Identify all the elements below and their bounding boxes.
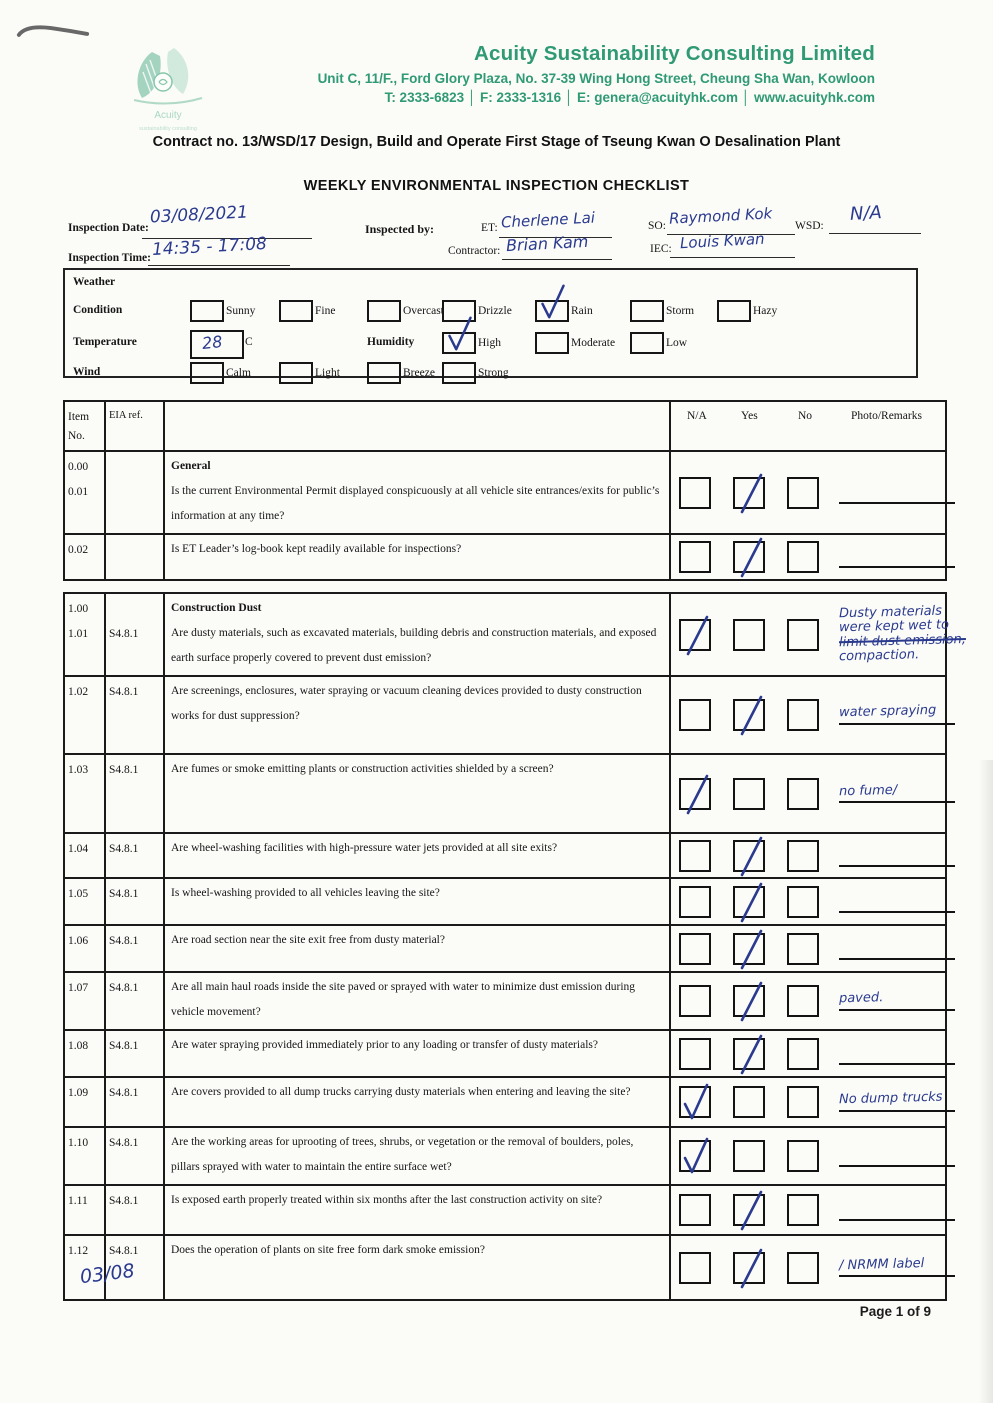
et-label: ET: bbox=[481, 222, 498, 234]
checkbox-label: Rain bbox=[571, 305, 593, 317]
cell-answers bbox=[671, 535, 945, 579]
remark-area[interactable] bbox=[838, 1078, 943, 1126]
checkbox-yes[interactable] bbox=[733, 1194, 765, 1226]
inspection-time-label: Inspection Time: bbox=[68, 252, 151, 264]
cell-item-no: 1.02 bbox=[65, 677, 106, 753]
handwritten-remark: No dump trucks bbox=[838, 1089, 943, 1108]
slash-mark-ink bbox=[729, 468, 771, 518]
checkbox-yes[interactable] bbox=[733, 1086, 765, 1118]
checkbox-label: Drizzle bbox=[478, 305, 512, 317]
wsd-label: WSD: bbox=[795, 220, 824, 232]
remark-area[interactable] bbox=[839, 1236, 939, 1299]
remark-underline bbox=[839, 1219, 955, 1221]
cell-answers bbox=[671, 879, 945, 924]
remark-area[interactable] bbox=[839, 834, 939, 877]
checkbox-calm[interactable] bbox=[190, 362, 224, 384]
checkbox-label: Low bbox=[666, 337, 688, 349]
checkbox-yes[interactable] bbox=[733, 619, 765, 651]
col-eia-label: EIA ref. bbox=[109, 410, 143, 421]
weather-option-overcast bbox=[367, 300, 444, 322]
col-no-label: No bbox=[798, 410, 813, 422]
remark-underline bbox=[839, 723, 955, 725]
cell-eia-ref: S4.8.1 bbox=[106, 755, 165, 832]
cell-answers bbox=[671, 452, 945, 533]
checkbox-label: Light bbox=[315, 367, 340, 379]
checkmark-ink bbox=[675, 1077, 717, 1127]
checkbox-label: Fine bbox=[315, 305, 336, 317]
wsd-field[interactable] bbox=[829, 233, 921, 234]
cell-question: General Is the current Environmental Permit displayed conspicuously at all vehicle site entrances/exits for public’s information at any time? bbox=[165, 452, 671, 533]
col-yes-label: Yes bbox=[741, 410, 758, 422]
cell-eia-ref: S4.8.1 bbox=[106, 594, 165, 675]
checkbox-na[interactable] bbox=[679, 541, 711, 573]
slash-mark-ink bbox=[729, 1185, 771, 1235]
company-name: Acuity Sustainability Consulting Limited bbox=[474, 42, 875, 65]
checkbox-na[interactable] bbox=[679, 477, 711, 509]
inspection-date-value: 03/08/2021 bbox=[149, 202, 249, 228]
checkbox-breeze[interactable] bbox=[367, 362, 401, 384]
cell-item-no: 1.03 bbox=[65, 755, 106, 832]
cell-eia-ref: S4.8.1 bbox=[106, 834, 165, 877]
checkbox-drizzle[interactable] bbox=[442, 300, 476, 322]
cell-question: Does the operation of plants on site free form dark smoke emission? bbox=[165, 1236, 671, 1299]
cell-item-no: 1.08 bbox=[65, 1031, 106, 1076]
humidity-label: Humidity bbox=[367, 336, 415, 348]
checkbox-label: Calm bbox=[226, 367, 251, 379]
remark-area[interactable] bbox=[839, 535, 939, 579]
cell-item-no: 1.06 bbox=[65, 926, 106, 971]
weather-wind-options bbox=[65, 362, 916, 386]
cell-answers bbox=[671, 1236, 945, 1299]
checkbox-label: High bbox=[478, 337, 501, 349]
cell-question: Are screenings, enclosures, water spraying or vacuum cleaning devices provided to dusty construction works for dust suppression? bbox=[165, 677, 671, 753]
inspection-time-value: 14:35 - 17:08 bbox=[151, 234, 268, 260]
cell-question: Is exposed earth properly treated within six months after the last construction activity on site? bbox=[165, 1186, 671, 1234]
remark-underline bbox=[839, 1063, 955, 1065]
cell-question: Is wheel-washing provided to all vehicles leaving the site? bbox=[165, 879, 671, 924]
table-row-1.06 bbox=[65, 924, 945, 971]
remark-underline bbox=[839, 801, 955, 803]
remark-underline bbox=[839, 566, 955, 568]
checkbox-yes[interactable] bbox=[733, 699, 765, 731]
col-description-header bbox=[165, 402, 671, 450]
et-value: Cherlene Lai bbox=[500, 208, 596, 232]
checkbox-no[interactable] bbox=[787, 1252, 819, 1284]
weather-option-rain bbox=[535, 300, 593, 322]
remark-underline bbox=[839, 1165, 955, 1167]
remark-underline bbox=[839, 1275, 955, 1277]
cell-question: Are the working areas for uprooting of trees, shrubs, or vegetation or the removal of boulders, poles, pillars sprayed with water to maintain the entire surface wet? bbox=[165, 1128, 671, 1184]
checkbox-yes[interactable] bbox=[733, 477, 765, 509]
contractor-value: Brian Kam bbox=[505, 231, 589, 256]
inspection-time-field[interactable] bbox=[148, 265, 290, 266]
wsd-value: N/A bbox=[849, 202, 883, 225]
slash-mark-ink bbox=[729, 1243, 771, 1293]
cell-eia-ref: S4.8.1 bbox=[106, 1128, 165, 1184]
cell-eia-ref bbox=[106, 535, 165, 579]
table-row-1.03 bbox=[65, 753, 945, 832]
table-row-1.05 bbox=[65, 877, 945, 924]
remark-area[interactable] bbox=[839, 677, 939, 753]
remark-area[interactable] bbox=[839, 973, 939, 1029]
checkbox-na[interactable] bbox=[679, 699, 711, 731]
table-row-1.09 bbox=[65, 1076, 945, 1126]
cell-item-no: 1.12 bbox=[65, 1236, 106, 1299]
table-row-1.11 bbox=[65, 1184, 945, 1234]
cell-eia-ref: S4.8.1 bbox=[106, 926, 165, 971]
cell-answers bbox=[671, 1078, 945, 1126]
col-answers-header bbox=[671, 402, 945, 450]
weather-option-light bbox=[279, 362, 340, 384]
remark-area[interactable] bbox=[839, 1031, 939, 1076]
checkbox-na[interactable] bbox=[679, 886, 711, 918]
checkbox-moderate[interactable] bbox=[535, 332, 569, 354]
checkbox-na[interactable] bbox=[679, 1086, 711, 1118]
checkbox-yes[interactable] bbox=[733, 840, 765, 872]
checkbox-hazy[interactable] bbox=[717, 300, 751, 322]
col-photo-remarks-label: Photo/Remarks bbox=[851, 410, 922, 422]
weather-option-high bbox=[442, 332, 501, 354]
table-row-1.12 bbox=[65, 1234, 945, 1299]
company-contacts: T: 2333-6823 │ F: 2333-1316 │ E: genera@acuityhk.com │ www.acuityhk.com bbox=[384, 90, 875, 105]
cell-eia-ref: S4.8.1 bbox=[106, 677, 165, 753]
cell-eia-ref: S4.8.1 bbox=[106, 973, 165, 1029]
cell-eia-ref: S4.8.1 bbox=[106, 1078, 165, 1126]
company-header bbox=[0, 42, 875, 105]
checklist-section bbox=[63, 452, 947, 581]
temperature-unit: C bbox=[245, 336, 253, 348]
remark-area[interactable] bbox=[839, 452, 939, 533]
remark-underline bbox=[839, 865, 955, 867]
checkbox-label: Strong bbox=[478, 367, 509, 379]
checkbox-na[interactable] bbox=[679, 1038, 711, 1070]
weather-humidity-options bbox=[65, 332, 916, 356]
col-na-label: N/A bbox=[687, 410, 707, 422]
checkbox-na[interactable] bbox=[679, 933, 711, 965]
form-title: WEEKLY ENVIRONMENTAL INSPECTION CHECKLIST bbox=[303, 178, 690, 194]
inspected-by-label: Inspected by: bbox=[365, 222, 435, 236]
cell-item-no: 0.00 0.01 bbox=[65, 452, 106, 533]
slash-mark-ink bbox=[729, 532, 771, 582]
cell-answers bbox=[671, 973, 945, 1029]
col-item-header bbox=[65, 402, 106, 450]
company-address: Unit C, 11/F., Ford Glory Plaza, No. 37-39 Wing Hong Street, Cheung Sha Wan, Kowloon bbox=[317, 71, 875, 86]
temperature-value: 28 bbox=[201, 331, 224, 354]
checkbox-yes[interactable] bbox=[733, 541, 765, 573]
checkbox-yes[interactable] bbox=[733, 1038, 765, 1070]
cell-question: Are water spraying provided immediately prior to any loading or transfer of dusty materials? bbox=[165, 1031, 671, 1076]
checkbox-yes[interactable] bbox=[733, 778, 765, 810]
weather-label: Weather bbox=[73, 276, 116, 288]
contractor-label: Contractor: bbox=[448, 245, 501, 257]
checkbox-storm[interactable] bbox=[630, 300, 664, 322]
checkbox-no[interactable] bbox=[787, 1194, 819, 1226]
remark-area[interactable] bbox=[839, 1128, 939, 1184]
checkmark-ink bbox=[533, 276, 573, 328]
slash-mark-ink bbox=[675, 610, 717, 660]
remark-area[interactable] bbox=[839, 879, 939, 924]
checkbox-yes[interactable] bbox=[733, 933, 765, 965]
cell-answers bbox=[671, 1128, 945, 1184]
cell-answers bbox=[671, 1186, 945, 1234]
iec-label: IEC: bbox=[650, 243, 672, 255]
remark-area[interactable] bbox=[839, 755, 939, 832]
checkbox-na[interactable] bbox=[679, 1252, 711, 1284]
checkbox-high[interactable] bbox=[442, 332, 476, 354]
cell-question: Are all main haul roads inside the site paved or sprayed with water to minimize dust emission during vehicle movement? bbox=[165, 973, 671, 1029]
checkmark-ink bbox=[675, 1131, 717, 1181]
checkbox-no[interactable] bbox=[787, 886, 819, 918]
cell-eia-ref: S4.8.1 bbox=[106, 1236, 165, 1299]
col-item-line1: Item bbox=[68, 411, 90, 423]
checkbox-na[interactable] bbox=[679, 778, 711, 810]
checkbox-no[interactable] bbox=[787, 840, 819, 872]
checkbox-label: Breeze bbox=[403, 367, 435, 379]
checkbox-low[interactable] bbox=[630, 332, 664, 354]
checkbox-rain[interactable] bbox=[535, 300, 569, 322]
handwritten-remark: paved. bbox=[838, 990, 884, 1007]
handwritten-remark: Dusty materials bbox=[838, 603, 943, 622]
checkbox-na[interactable] bbox=[679, 1194, 711, 1226]
weather-option-hazy bbox=[717, 300, 777, 322]
table-row-1.02 bbox=[65, 675, 945, 753]
table-row-0.02 bbox=[65, 533, 945, 579]
checkbox-no[interactable] bbox=[787, 699, 819, 731]
table-row-1.04 bbox=[65, 832, 945, 877]
handwritten-remark: / NRMM label bbox=[838, 1255, 925, 1274]
inspection-date-label: Inspection Date: bbox=[68, 222, 149, 234]
checkbox-label: Overcast bbox=[403, 305, 444, 317]
cell-item-no: 1.00 1.01 bbox=[65, 594, 106, 675]
cell-answers bbox=[671, 755, 945, 832]
handwritten-remark: limit dust emission, bbox=[838, 631, 967, 650]
weather-section bbox=[63, 268, 918, 378]
checkbox-label: Storm bbox=[666, 305, 695, 317]
handwritten-remark: no fume/ bbox=[838, 782, 898, 800]
slash-mark-ink bbox=[729, 831, 771, 881]
contractor-field[interactable] bbox=[502, 259, 612, 260]
cell-question: Are fumes or smoke emitting plants or construction activities shielded by a screen? bbox=[165, 755, 671, 832]
weather-option-low bbox=[630, 332, 687, 354]
checkbox-label: Moderate bbox=[571, 337, 616, 349]
checkbox-no[interactable] bbox=[787, 541, 819, 573]
checkbox-sunny[interactable] bbox=[190, 300, 224, 322]
cell-answers bbox=[671, 926, 945, 971]
col-eia-header bbox=[106, 402, 165, 450]
checkbox-na[interactable] bbox=[679, 1140, 711, 1172]
remark-underline bbox=[839, 1110, 955, 1112]
cell-item-no: 0.02 bbox=[65, 535, 106, 579]
handwritten-remark: compaction. bbox=[838, 647, 920, 665]
weather-option-drizzle bbox=[442, 300, 512, 322]
checkbox-strong[interactable] bbox=[442, 362, 476, 384]
checkbox-no[interactable] bbox=[787, 1038, 819, 1070]
weather-option-moderate bbox=[535, 332, 615, 354]
table-header-row bbox=[63, 400, 947, 452]
weather-option-breeze bbox=[367, 362, 435, 384]
scanner-pen-mark bbox=[14, 22, 92, 42]
slash-mark-ink bbox=[729, 1029, 771, 1079]
checkbox-yes[interactable] bbox=[733, 886, 765, 918]
cell-eia-ref: S4.8.1 bbox=[106, 1186, 165, 1234]
page-number: Page 1 of 9 bbox=[859, 1304, 931, 1319]
cell-answers bbox=[671, 594, 967, 675]
checkbox-fine[interactable] bbox=[279, 300, 313, 322]
checkbox-no[interactable] bbox=[787, 778, 819, 810]
checkbox-no[interactable] bbox=[787, 1140, 819, 1172]
checkbox-label: Sunny bbox=[226, 305, 256, 317]
table-row-1.07 bbox=[65, 971, 945, 1029]
slash-mark-ink bbox=[675, 769, 717, 819]
svg-text:sustainability consulting: sustainability consulting bbox=[139, 126, 197, 132]
checkbox-yes[interactable] bbox=[733, 985, 765, 1017]
checkbox-yes[interactable] bbox=[733, 1252, 765, 1284]
wind-label: Wind bbox=[73, 366, 101, 378]
cell-item-no: 1.07 bbox=[65, 973, 106, 1029]
slash-mark-ink bbox=[729, 976, 771, 1026]
so-value: Raymond Kok bbox=[668, 204, 773, 228]
checkbox-no[interactable] bbox=[787, 985, 819, 1017]
remark-underline bbox=[839, 958, 955, 960]
cell-eia-ref bbox=[106, 452, 165, 533]
cell-item-no: 1.09 bbox=[65, 1078, 106, 1126]
slash-mark-ink bbox=[729, 690, 771, 740]
cell-question: Are wheel-washing facilities with high-pressure water jets provided at all site exits? bbox=[165, 834, 671, 877]
table-row-1.01 bbox=[65, 594, 967, 675]
cell-item-no: 1.04 bbox=[65, 834, 106, 877]
iec-value: Louis Kwan bbox=[679, 229, 766, 253]
remark-area[interactable] bbox=[839, 1186, 939, 1234]
weather-option-strong bbox=[442, 362, 509, 384]
checklist-body bbox=[63, 452, 967, 1301]
checkbox-overcast[interactable] bbox=[367, 300, 401, 322]
cell-item-no: 1.11 bbox=[65, 1186, 106, 1234]
cell-question: Are covers provided to all dump trucks carrying dusty materials when entering and leaving the site? bbox=[165, 1078, 671, 1126]
handwritten-remark: water spraying bbox=[838, 703, 937, 721]
weather-option-fine bbox=[279, 300, 335, 322]
checkbox-no[interactable] bbox=[787, 1086, 819, 1118]
col-item-line2: No. bbox=[68, 430, 85, 442]
handwritten-date-note: 03/08 bbox=[78, 1259, 136, 1289]
checklist-table bbox=[63, 400, 967, 1301]
cell-answers bbox=[671, 677, 945, 753]
checkbox-na[interactable] bbox=[679, 840, 711, 872]
slash-mark-ink bbox=[729, 877, 771, 927]
checkbox-na[interactable] bbox=[679, 985, 711, 1017]
weather-option-sunny bbox=[190, 300, 255, 322]
table-row-1.08 bbox=[65, 1029, 945, 1076]
checklist-section bbox=[63, 592, 967, 1301]
checkbox-no[interactable] bbox=[787, 933, 819, 965]
checkbox-yes[interactable] bbox=[733, 1140, 765, 1172]
cell-question: Construction Dust Are dusty materials, such as excavated materials, building debris and construction materials, and exposed earth surface properly covered to prevent dust emission? bbox=[165, 594, 671, 675]
table-row-1.10 bbox=[65, 1126, 945, 1184]
handwritten-remark: were kept wet to bbox=[838, 617, 950, 636]
checkbox-no[interactable] bbox=[787, 619, 819, 651]
remark-area[interactable] bbox=[838, 594, 967, 675]
cell-item-no: 1.10 bbox=[65, 1128, 106, 1184]
cell-answers bbox=[671, 1031, 945, 1076]
cell-question: Is ET Leader’s log-book kept readily available for inspections? bbox=[165, 535, 671, 579]
cell-eia-ref: S4.8.1 bbox=[106, 1031, 165, 1076]
svg-text:Acuity: Acuity bbox=[154, 110, 182, 121]
checkbox-label: Hazy bbox=[753, 305, 778, 317]
weather-option-calm bbox=[190, 362, 251, 384]
remark-area[interactable] bbox=[839, 926, 939, 971]
checkbox-light[interactable] bbox=[279, 362, 313, 384]
remark-underline bbox=[839, 911, 955, 913]
contract-line: Contract no. 13/WSD/17 Design, Build and Operate First Stage of Tseung Kwan O Desalination Plant bbox=[152, 134, 841, 150]
inspection-fields bbox=[0, 198, 993, 270]
remark-underline bbox=[839, 1009, 955, 1011]
table-row-0.01 bbox=[65, 452, 945, 533]
weather-condition-options bbox=[65, 300, 916, 324]
iec-field[interactable] bbox=[670, 257, 795, 258]
cell-answers bbox=[671, 834, 945, 877]
so-label: SO: bbox=[648, 220, 666, 232]
checkbox-na[interactable] bbox=[679, 619, 711, 651]
slash-mark-ink bbox=[729, 924, 771, 974]
remark-underline bbox=[839, 502, 955, 504]
cell-eia-ref: S4.8.1 bbox=[106, 879, 165, 924]
cell-question: Are road section near the site exit free from dusty material? bbox=[165, 926, 671, 971]
scan-edge-shadow bbox=[979, 760, 993, 1403]
condition-label: Condition bbox=[73, 304, 123, 316]
checkbox-no[interactable] bbox=[787, 477, 819, 509]
weather-option-storm bbox=[630, 300, 694, 322]
temperature-label: Temperature bbox=[73, 336, 137, 348]
cell-item-no: 1.05 bbox=[65, 879, 106, 924]
